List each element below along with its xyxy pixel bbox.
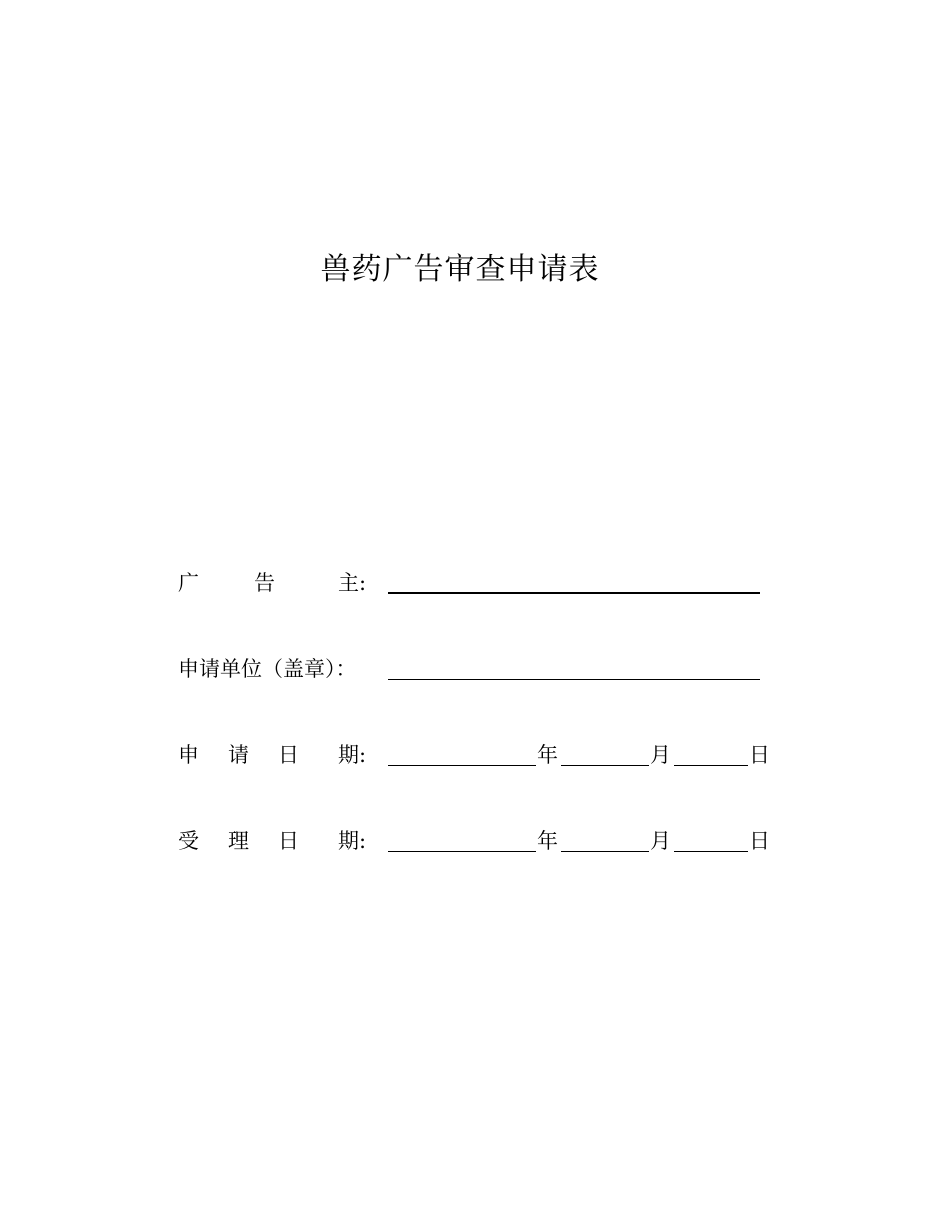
apply-year-unit: 年 [537, 743, 558, 767]
advertiser-label-char-1: 广 [178, 571, 199, 595]
accept-year-fill-line[interactable] [388, 851, 536, 852]
accept-day-fill-line[interactable] [674, 851, 748, 852]
accept-date-row [178, 826, 778, 856]
apply-day-fill-line[interactable] [674, 765, 748, 766]
accept-date-label-char-1: 受 [178, 829, 199, 853]
applicant-fill-line[interactable] [388, 679, 760, 680]
apply-year-fill-line[interactable] [388, 765, 536, 766]
accept-day-unit: 日 [749, 829, 770, 853]
advertiser-label-char-2: 告 [254, 571, 275, 595]
accept-month-fill-line[interactable] [561, 851, 649, 852]
accept-year-unit: 年 [537, 829, 558, 853]
apply-date-label-char-4: 期: [338, 743, 367, 767]
apply-date-row [178, 740, 778, 770]
accept-date-label-char-4: 期: [338, 829, 367, 853]
accept-date-label-char-3: 日 [278, 829, 299, 853]
advertiser-label-char-3: 主: [338, 571, 367, 595]
apply-month-fill-line[interactable] [561, 765, 649, 766]
document-title: 兽药广告审查申请表 [320, 252, 600, 287]
applicant-row [178, 654, 778, 684]
applicant-label: 申请单位（盖章）： [178, 657, 357, 681]
apply-day-unit: 日 [749, 743, 770, 767]
accept-month-unit: 月 [650, 829, 671, 853]
apply-month-unit: 月 [650, 743, 671, 767]
accept-date-label-char-2: 理 [228, 829, 249, 853]
advertiser-row [178, 568, 778, 598]
apply-date-label-char-3: 日 [278, 743, 299, 767]
apply-date-label-char-1: 申 [178, 743, 199, 767]
apply-date-label-char-2: 请 [228, 743, 249, 767]
advertiser-fill-line[interactable] [388, 592, 760, 594]
